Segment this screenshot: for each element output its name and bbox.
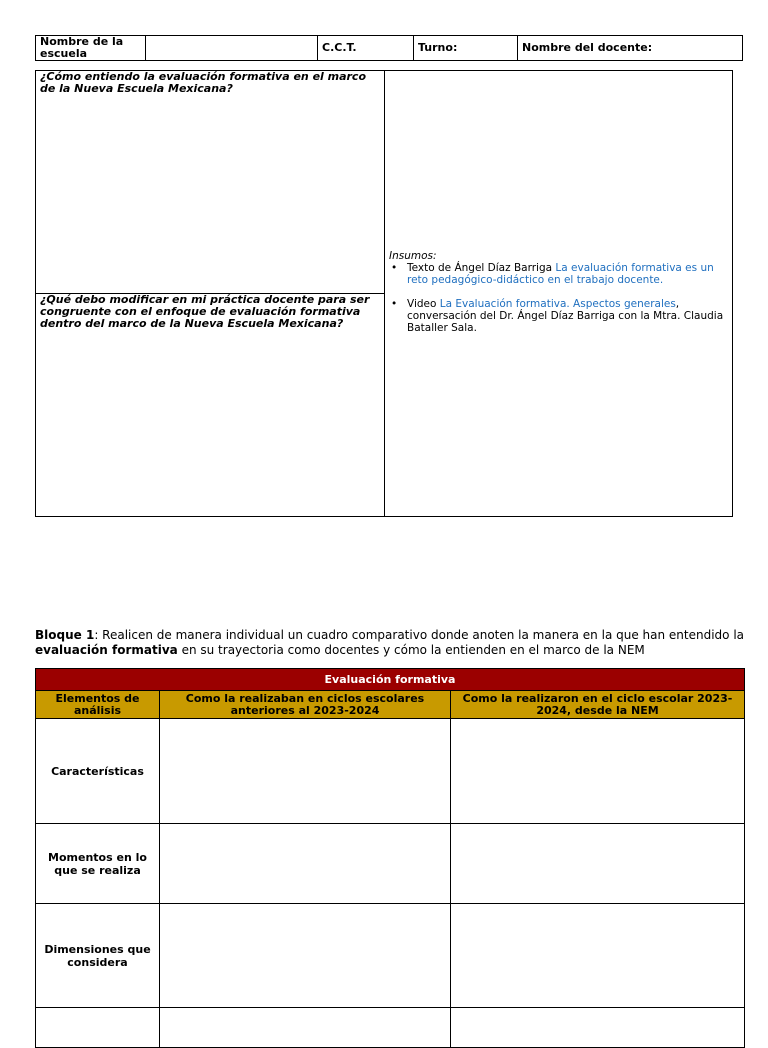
- question-2: ¿Qué debo modificar en mi práctica docente para ser congruente con el enfoque de evaluación formativa dentro del marco de la Nueva Escuela Mexicana?: [40, 293, 370, 330]
- row-label-dimensiones: Dimensiones que considera: [36, 904, 160, 1008]
- insumo-item-video-prefix: Video: [407, 298, 440, 310]
- docente-label: Nombre del docente:: [522, 41, 653, 54]
- header-nem: Como la realizaron en el ciclo escolar 2023-2024, desde la NEM: [451, 691, 745, 719]
- table-title: Evaluación formativa: [36, 669, 745, 691]
- table-header-row: [36, 691, 745, 719]
- table-row: [36, 904, 745, 1008]
- cell-nem[interactable]: [451, 1008, 745, 1048]
- reflection-box: [35, 70, 733, 517]
- question-1: ¿Cómo entiendo la evaluación formativa en el marco de la Nueva Escuela Mexicana?: [40, 70, 367, 95]
- insumos-block: [389, 250, 725, 334]
- cell-nem[interactable]: [451, 904, 745, 1008]
- table-row: [36, 824, 745, 904]
- table-row: [36, 719, 745, 824]
- cell-nem[interactable]: [451, 719, 745, 824]
- header-anteriores: Como la realizaban en ciclos escolares anteriores al 2023-2024: [160, 691, 451, 719]
- bloque-label: Bloque 1: [35, 628, 95, 642]
- bloque-bold-term: evaluación formativa: [35, 643, 178, 657]
- header-info-table: [35, 35, 743, 61]
- cell-nem[interactable]: [451, 824, 745, 904]
- bloque-text-b: en su trayectoria como docentes y cómo la entienden en el marco de la NEM: [177, 643, 645, 657]
- insumos-label: Insumos:: [389, 250, 437, 262]
- row-label-caracteristicas: Características: [36, 719, 160, 824]
- bloque-instructions: [35, 628, 745, 658]
- school-name-field[interactable]: [146, 36, 318, 60]
- cell-anteriores[interactable]: [160, 824, 451, 904]
- table-row: [36, 1008, 745, 1048]
- comparison-table: [35, 668, 745, 1048]
- row-label-empty: [36, 1008, 160, 1048]
- cell-anteriores[interactable]: [160, 1008, 451, 1048]
- header-elementos: Elementos de análisis: [36, 691, 160, 719]
- insumo-item-text: [389, 262, 725, 286]
- cell-anteriores[interactable]: [160, 719, 451, 824]
- insumo-item-video-suffix: , conversación del Dr. Ángel Díaz Barriga con la Mtra. Claudia Bataller Sala.: [407, 298, 724, 334]
- turno-label: Turno:: [414, 36, 518, 60]
- bloque-text-a: : Realicen de manera individual un cuadro comparativo donde anoten la manera en la que han entendido la: [94, 628, 744, 642]
- cct-label: C.C.T.: [318, 36, 414, 60]
- insumo-item-text-prefix: Texto de Ángel Díaz Barriga: [407, 262, 556, 274]
- insumo-item-video: [389, 298, 725, 334]
- row-label-momentos: Momentos en lo que se realiza: [36, 824, 160, 904]
- school-name-label: Nombre de la escuela: [36, 36, 146, 60]
- video-link[interactable]: La Evaluación formativa. Aspectos generales: [439, 298, 676, 310]
- cell-anteriores[interactable]: [160, 904, 451, 1008]
- bullet-icon: •: [391, 262, 398, 274]
- article-link[interactable]: La evaluación formativa es un reto pedagógico-didáctico en el trabajo docente.: [407, 262, 714, 286]
- bullet-icon: •: [391, 298, 398, 310]
